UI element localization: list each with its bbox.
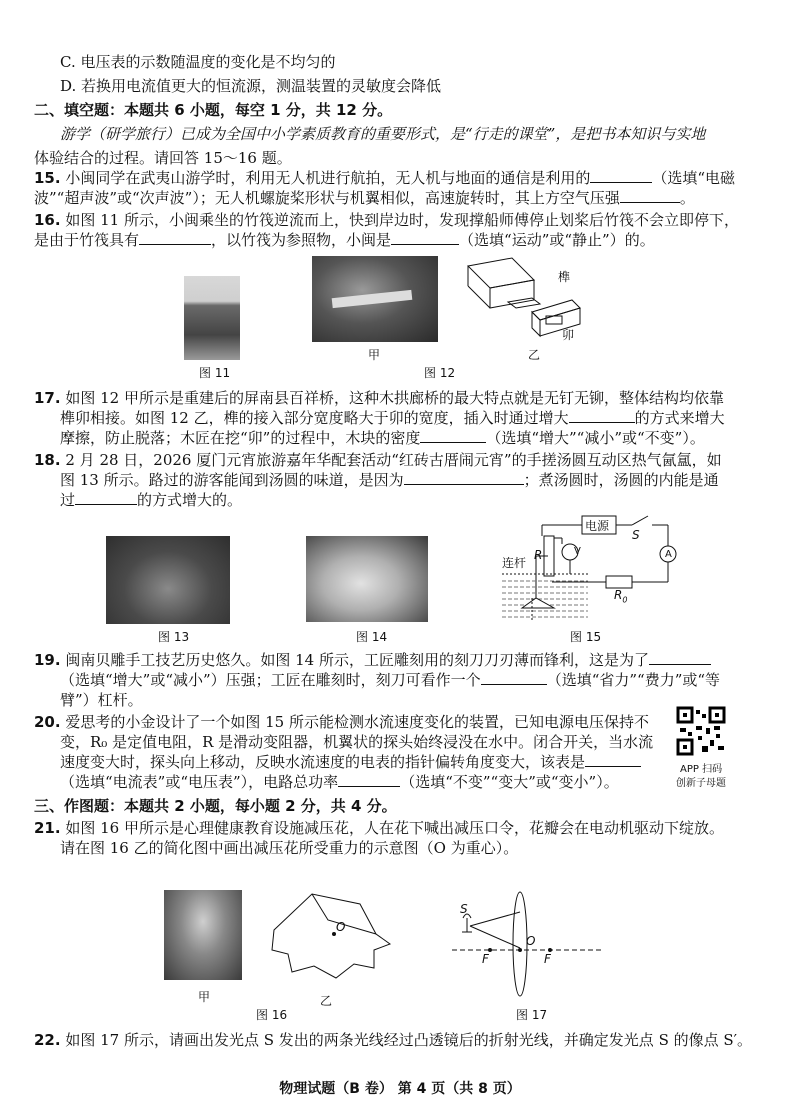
q20-text-1: 爱思考的小金设计了一个如图 15 所示能检测水流速度变化的装置，已知电源电压保持不 <box>65 713 649 731</box>
q19-text-c: （选填“省力”“费力”或“等 <box>546 671 721 689</box>
figure-12-sun-label: 榫 <box>558 270 571 284</box>
figure-16-yi-drawing <box>270 890 400 986</box>
figure-11-photo <box>184 276 240 360</box>
q19-text-b: （选填“增大”或“减小”）压强；工匠在雕刻时，刻刀可看作一个 <box>60 671 481 689</box>
q18-line-3 <box>60 490 242 510</box>
q15-number: 15. <box>34 169 61 187</box>
qr-caption-1: APP 扫码 <box>680 764 723 775</box>
q21-line-2: 请在图 16 乙的简化图中画出减压花所受重力的示意图（O 为重心）。 <box>60 839 519 857</box>
q20-blank-2[interactable] <box>338 772 400 787</box>
qr-caption-2: 创新子母题 <box>676 778 726 789</box>
figure-16-jia-photo <box>164 890 242 980</box>
q16-text-a: 是由于竹筏具有 <box>34 231 140 249</box>
figure-15-caption: 图 15 <box>570 630 602 644</box>
qr-code-icon[interactable] <box>676 706 726 756</box>
q21-text-1: 如图 16 甲所示是心理健康教育设施减压花，人在花下喊出减压口令，花瓣会在电动机驱动下绽放。 <box>65 819 724 837</box>
q16-blank-2[interactable] <box>391 230 459 245</box>
figure-15-r-label: R <box>534 548 543 562</box>
figure-15-ammeter-label: A <box>665 549 672 560</box>
q20-text-b: （选填“电流表”或“电压表”），电路总功率 <box>60 773 339 791</box>
q21-number: 21. <box>34 819 61 837</box>
q17-text-b: 的方式来增大 <box>634 409 725 427</box>
q22-text-1: 如图 17 所示，请画出发光点 S 发出的两条光线经过凸透镜后的折射光线，并确定发光点 S 的像点 S′。 <box>65 1031 753 1049</box>
q19-line-1 <box>34 650 711 670</box>
q20-line-3 <box>60 752 641 772</box>
q18-blank-2[interactable] <box>75 490 137 505</box>
figure-15-voltmeter-label: V <box>574 546 581 557</box>
figure-12-yi-label: 乙 <box>528 348 541 362</box>
q15-text-a: 小闽同学在武夷山游学时，利用无人机进行航拍，无人机与地面的通信是利用的 <box>65 169 591 187</box>
figure-15-power-label: 电源 <box>585 519 610 533</box>
q16-text-c: （选填“运动”或“静止”）的。 <box>459 231 655 249</box>
q19-text-a: 闽南贝雕手工技艺历史悠久。如图 14 所示，工匠雕刻用的刻刀刀刃薄而锋利，这是为了 <box>65 651 649 669</box>
q20-text-a: 速度变大时，探头向上移动，反映水流速度的电表的指针偏转角度变大，该表是 <box>60 753 586 771</box>
q17-text-c: 摩擦，防止脱落；木匠在挖“卯”的过程中，木块的密度 <box>60 429 421 447</box>
figure-17-f1-label: F <box>482 952 489 966</box>
q20-number: 20. <box>34 713 61 731</box>
figure-15-switch-label: S <box>632 528 640 542</box>
q19-blank-1[interactable] <box>649 650 711 665</box>
q16-blank-1[interactable] <box>139 230 211 245</box>
q20-line-1 <box>34 712 649 732</box>
q18-line-1 <box>34 450 722 470</box>
page-footer: 物理试题（B 卷） 第 4 页（共 8 页） <box>279 1081 521 1097</box>
figure-16-o-label: O <box>336 920 346 934</box>
q16-line-1 <box>34 210 739 230</box>
q16-text-b: ，以竹筏为参照物，小闽是 <box>211 231 392 249</box>
figure-15-lian-label: 连杆 <box>502 556 527 570</box>
figure-15-r0-sub: 0 <box>622 595 628 605</box>
q19-line-2 <box>60 670 720 690</box>
q17-line-3 <box>60 428 705 448</box>
figure-16-yi-label: 乙 <box>320 994 333 1008</box>
figure-15-r0-label <box>614 588 627 604</box>
q18-number: 18. <box>34 451 61 469</box>
figure-12-jia-photo <box>312 256 438 342</box>
figure-12-jia-label: 甲 <box>368 348 381 362</box>
q15-blank-2[interactable] <box>620 188 680 203</box>
q15-text-c: 波”“超声波”或“次声波”）；无人机螺旋桨形状与机翼相似，高速旋转时，其上方空气压强 <box>34 189 620 207</box>
q18-line-2 <box>60 470 719 490</box>
q17-text-d: （选填“增大”“减小”或“不变”）。 <box>486 429 705 447</box>
q16-line-2 <box>34 230 655 250</box>
q19-line-3: 臂”）杠杆。 <box>60 691 143 709</box>
q17-blank-1[interactable] <box>569 408 635 423</box>
q18-text-c: 过 <box>60 491 76 509</box>
q20-line-2: 变，R₀ 是定值电阻，R 是滑动变阻器，机翼状的探头始终浸没在水中。闭合开关，当水流 <box>60 733 654 751</box>
q17-blank-2[interactable] <box>420 428 486 443</box>
q22-number: 22. <box>34 1031 61 1049</box>
q15-line-2 <box>34 188 695 208</box>
intro-line-2: 体验结合的过程。请回答 15～16 题。 <box>34 149 292 167</box>
figure-12-caption: 图 12 <box>424 366 456 380</box>
intro-line-1: 游学（研学旅行）已成为全国中小学素质教育的重要形式，是“行走的课堂”，是把书本知识与实地 <box>60 125 706 143</box>
q16-text-1: 如图 11 所示，小闽乘坐的竹筏逆流而上，快到岸边时，发现撑船师傅停止划桨后竹筏不会立即停下， <box>65 211 739 229</box>
figure-11-caption: 图 11 <box>199 366 231 380</box>
figure-15-r0-main: R <box>614 588 623 602</box>
q19-number: 19. <box>34 651 61 669</box>
q16-number: 16. <box>34 211 61 229</box>
option-d: D. 若换用电流值更大的恒流源，测温装置的灵敏度会降低 <box>60 77 442 95</box>
figure-13-photo <box>106 536 230 624</box>
section-3-title: 三、作图题：本题共 2 小题，每小题 2 分，共 4 分。 <box>34 797 397 815</box>
q15-text-b: （选填“电磁 <box>652 169 736 187</box>
q18-text-d: 的方式增大的。 <box>137 491 243 509</box>
q17-line-2 <box>60 408 725 428</box>
figure-17-caption: 图 17 <box>516 1008 548 1022</box>
figure-16-caption: 图 16 <box>256 1008 288 1022</box>
figure-12-mao-label: 卯 <box>562 328 575 342</box>
q21-line-1 <box>34 818 724 838</box>
figure-14-caption: 图 14 <box>356 630 388 644</box>
figure-13-caption: 图 13 <box>158 630 190 644</box>
q18-blank-1[interactable] <box>404 470 524 485</box>
q15-line-1 <box>34 168 735 188</box>
q20-line-4 <box>60 772 619 792</box>
q17-number: 17. <box>34 389 61 407</box>
q17-text-1: 如图 12 甲所示是重建后的屏南县百祥桥，这种木拱廊桥的最大特点就是无钉无铆，整体结构均依靠 <box>65 389 724 407</box>
q22-line-1 <box>34 1030 752 1050</box>
q15-text-d: 。 <box>679 189 695 207</box>
figure-17-f2-label: F <box>544 952 551 966</box>
q17-line-1 <box>34 388 724 408</box>
option-c: C. 电压表的示数随温度的变化是不均匀的 <box>60 53 336 71</box>
q18-text-1: 2 月 28 日，2026 厦门元宵旅游嘉年华配套活动“红砖古厝闹元宵”的手搓汤圆互动区热气氤氲，如 <box>65 451 722 469</box>
q15-blank-1[interactable] <box>590 168 652 183</box>
q19-blank-2[interactable] <box>481 670 547 685</box>
q17-text-a: 榫卯相接。如图 12 乙，榫的接入部分宽度略大于卯的宽度，插入时通过增大 <box>60 409 569 427</box>
section-2-title: 二、填空题：本题共 6 小题，每空 1 分，共 12 分。 <box>34 101 393 119</box>
q20-blank-1[interactable] <box>585 752 641 767</box>
figure-16-jia-label: 甲 <box>198 990 211 1004</box>
q18-text-a: 图 13 所示。路过的游客能闻到汤圆的味道，是因为 <box>60 471 404 489</box>
figure-17-o-label: O <box>526 934 536 948</box>
q18-text-b: ；煮汤圆时，汤圆的内能是通 <box>523 471 719 489</box>
figure-14-photo <box>306 536 428 622</box>
figure-17-s-label: S <box>460 902 468 916</box>
q20-text-c: （选填“不变”“变大”或“变小”）。 <box>400 773 619 791</box>
